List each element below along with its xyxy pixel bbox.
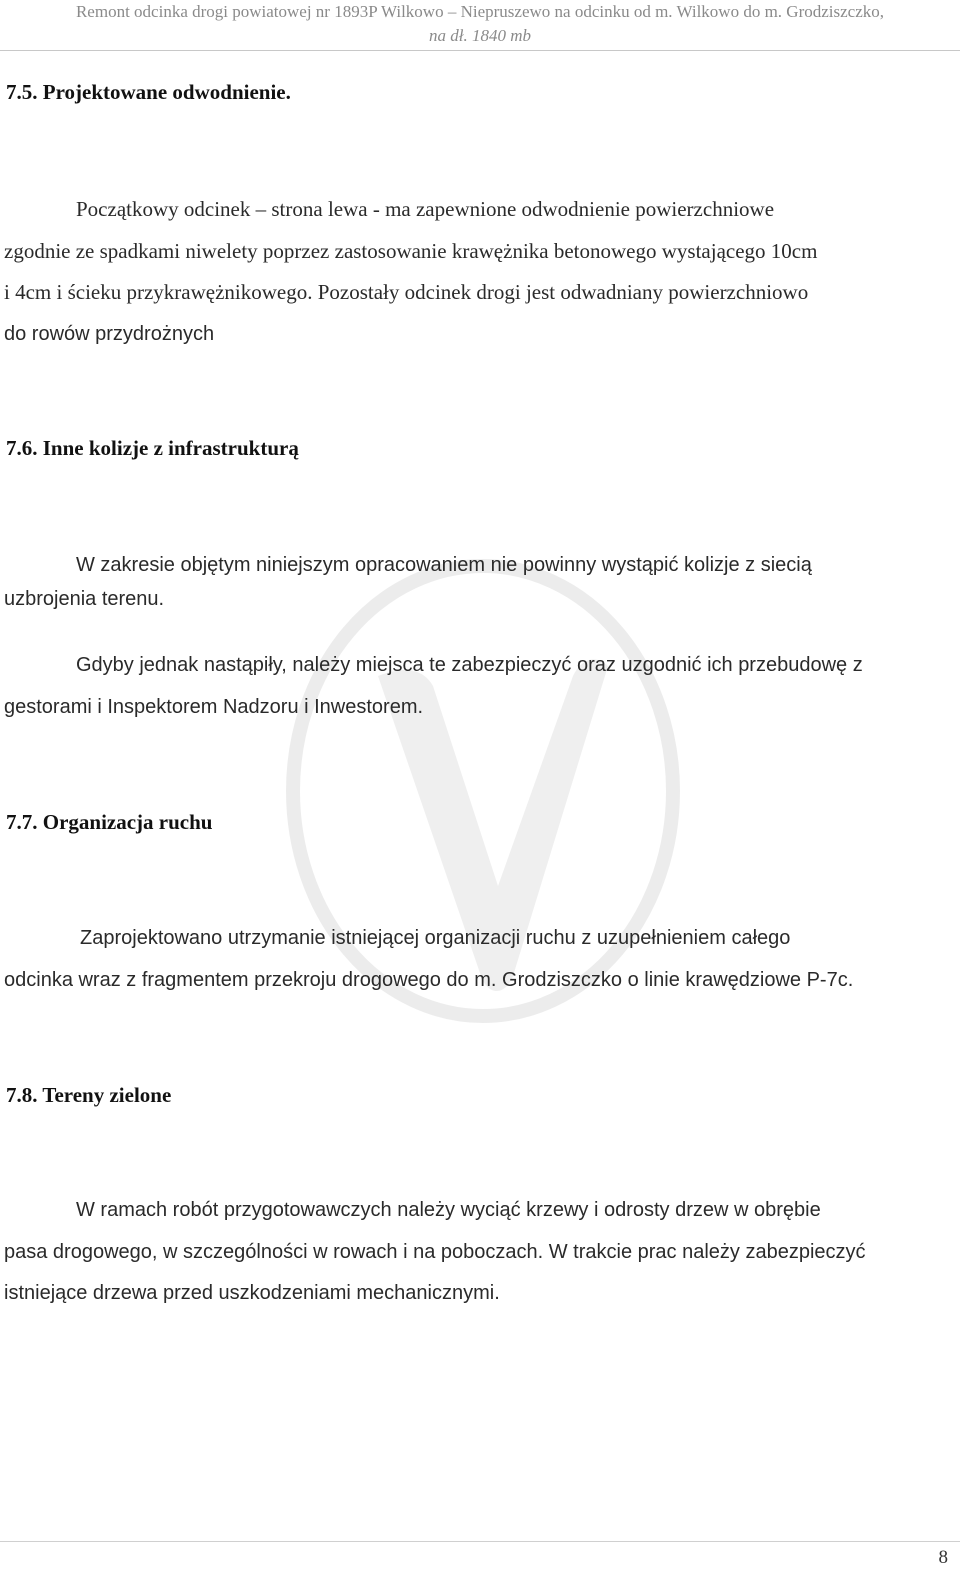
page-number: 8	[938, 1547, 948, 1568]
section-heading-tereny-zielone: 7.8. Tereny zielone	[6, 1083, 172, 1107]
running-header	[0, 0, 960, 51]
text-line: odcinka wraz z fragmentem przekroju drogowego do m. Grodziszczko o linie krawędziowe P-7c.	[4, 968, 854, 991]
text-line: W ramach robót przygotowawczych należy wyciąć krzewy i odrosty drzew w obrębie	[76, 1199, 821, 1221]
text-line: Gdyby jednak nastąpiły, należy miejsca te zabezpieczyć oraz uzgodnić ich przebudowę z	[76, 654, 863, 676]
text-line-segment: i 4cm i ścieku przykrawężnikowego. Pozostały odcinek drogi jest odwadniany powierzchniowo	[4, 280, 809, 304]
paragraph-organizacja-ruchu	[4, 918, 950, 1001]
paragraph-tereny-zielone	[4, 1190, 950, 1315]
text-line	[4, 272, 950, 314]
text-line: Początkowy odcinek – strona lewa - ma zapewnione odwodnienie powierzchniowe	[76, 197, 775, 221]
text-line: zgodnie ze spadkami niwelety poprzez zastosowanie krawężnika betonowego wystającego 10cm	[4, 238, 818, 263]
text-line: Zaprojektowano utrzymanie istniejącej organizacji ruchu z uzupełnieniem całego	[80, 927, 791, 949]
paragraph-odwodnienie	[4, 189, 950, 355]
section-heading-organizacja-ruchu: 7.7. Organizacja ruchu	[6, 810, 213, 834]
text-line: do rowów przydrożnych	[4, 322, 215, 345]
footer-divider	[0, 1541, 960, 1542]
paragraph-kolizje-2	[4, 645, 950, 728]
section-heading-odwodnienie: 7.5. Projektowane odwodnienie.	[6, 80, 291, 104]
section-heading-kolizje: 7.6. Inne kolizje z infrastrukturą	[6, 436, 299, 460]
text-line: istniejące drzewa przed uszkodzeniami mechanicznymi.	[4, 1282, 500, 1304]
text-line: gestorami i Inspektorem Nadzoru i Inwestorem.	[4, 695, 424, 718]
header-subtitle: na dł. 1840 mb	[429, 26, 531, 45]
text-line: pasa drogowego, w szczególności w rowach i na poboczach. W trakcie prac należy zabezpieczyć	[4, 1240, 866, 1263]
text-line: uzbrojenia terenu.	[4, 587, 165, 610]
header-title: Remont odcinka drogi powiatowej nr 1893P Wilkowo – Niepruszewo na odcinku od m. Wilkowo do m. Grodziszczko,	[75, 2, 885, 21]
text-line: W zakresie objętym niniejszym opracowaniem nie powinny wystąpić kolizje z siecią	[76, 554, 812, 576]
paragraph-kolizje-1	[4, 545, 950, 620]
